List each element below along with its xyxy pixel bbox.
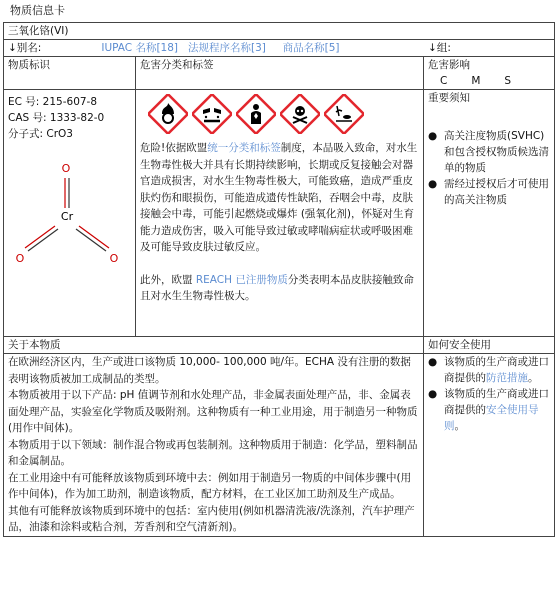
important-note-heading: 重要须知 [428,92,470,104]
structure-diagram [8,156,128,276]
impact-item-1: ● 高关注度物质(SVHC)和包含授权物质候选清单的物质 [428,130,549,174]
impact-item-1-text: 高关注度物质(SVHC)和包含授权物质候选清单的物质 [444,130,549,174]
bond-left-2 [28,229,58,251]
impact-cell [424,90,555,337]
ec-number: EC 号: 215-607-8 [8,96,98,108]
impact-item-2-text: 需经过授权后才可使用的高关注物质 [444,178,549,206]
formula: 分子式: CrO3 [8,128,73,140]
header-impact [424,57,555,90]
chromium-atom: Cr [60,210,74,223]
environment-hazard-icon [324,94,364,134]
corrosion-icon [192,94,232,134]
cas-number: CAS 号: 1333-82-0 [8,112,105,124]
safe-use-item-1: ● 该物质的生产商或进口商提供的防范措施。 [428,356,549,384]
reach-text-start: 此外，欧盟 [140,273,196,286]
about-paragraph-5: 其他有可能释放该物质到环境中的包括：室内使用(例如机器清洗液/洗涤剂，汽车护理产品，油漆和涂料或粘合剂，芳香剂和空气清新剂)。 [8,504,415,533]
alias-links [101,40,339,56]
oxygen-right: O [109,252,119,265]
safe-use-cell [424,354,555,537]
health-hazard-icon [236,94,276,134]
bond-right-1 [79,226,109,248]
oxygen-top: O [61,162,71,175]
regulatory-name-link[interactable]: 法规程序名称[3] [188,42,266,54]
cms-labels [440,73,550,89]
pictogram-row [148,94,419,134]
header-identification: 物质标识 [4,57,136,90]
group-label[interactable]: ↓组: [428,42,451,54]
bond-left-1 [25,226,55,248]
about-paragraph-2: 本物质被用于以下产品: pH 值调节剂和水处理产品，非金属表面处理产品，非、金属表面处理产品，实验室化学物质及吸附剂。这种物质有一种工业用途，用于制造另一种物质(用作中间体)。 [8,389,418,434]
oxygen-left: O [15,252,25,265]
hazard-text-start: 危险!依据欧盟 [140,142,208,154]
clp-link[interactable]: 统一分类和标签 [207,142,281,154]
safe-use-heading: 如何安全使用 [424,337,555,354]
safe-use-guidance-link[interactable]: 安全使用导则 [444,404,539,432]
safe-use-item-2: ● 该物质的生产商或进口商提供的安全使用导则。 [428,388,549,432]
substance-name: 三氧化铬(VI) [4,23,555,40]
info-table [3,22,555,537]
bond-right-2 [76,229,106,251]
cms-m: M [471,75,481,87]
identifiers-cell [4,90,136,337]
reach-link[interactable]: REACH 已注册物质 [195,273,288,286]
about-paragraph-3: 本物质用于以下领域：制作混合物或再包装制剂。这种物质用于制造：化学品，塑料制品和金属制品。 [8,438,418,467]
header-hazard: 危害分类和标签 [136,57,424,90]
about-paragraph-4: 在工业用途中有可能释放该物质到环境中去：例如用于制造另一物质的中间体步骤中(用作中间体)，作为加工助剂，制造该物质，配方材料，在工业区加工助剂及生产成品。 [8,471,412,500]
cms-s: S [504,75,512,87]
header-impact-label: 危害影响 [428,59,470,71]
doc-title: 物质信息卡 [10,4,65,17]
cms-c: C [440,75,448,87]
alias-row [4,40,555,57]
about-paragraph-1: 在欧洲经济区内，生产或进口该物质 10,000- 100,000 吨/年。ECHA 没有注册的数据表明该物质被加工成制品的类型。 [8,356,411,385]
reach-note [140,272,419,305]
impact-item-2: ● 需经过授权后才可使用的高关注物质 [428,178,549,206]
hazard-text-body: 制度，本品吸入致命，对水生生物毒性极大并具有长期持续影响，长期或反复接触会对器官造成损害，对水生生物毒性极大，可能致癌，造成严重皮肤灼伤和眼损伤，可能造成遗传性缺陷，吞咽会中毒，皮肤接触会中毒，可能引起燃烧或爆炸 (强氧化剂)，怀疑对生育能力造成伤害，吸入可能导致过敏或哮喘病症状或呼吸困难及可能导致皮肤过敏反应。 [140,142,418,253]
iupac-name-link[interactable]: IUPAC 名称[18] [101,42,179,54]
oxidizing-flame-icon [148,94,188,134]
about-cell [4,354,424,537]
alias-label[interactable]: ↓别名: [8,42,42,54]
skull-crossbones-icon [280,94,320,134]
hazard-cell [136,90,424,337]
trade-name-link[interactable]: 商品名称[5] [282,42,340,54]
reach-text-body: 分类表明本品皮肤接触致命且对水生生物毒性极大。 [140,273,414,302]
hazard-description [140,140,419,256]
about-heading: 关于本物质 [4,337,424,354]
precautions-link[interactable]: 防范措施 [486,372,528,384]
